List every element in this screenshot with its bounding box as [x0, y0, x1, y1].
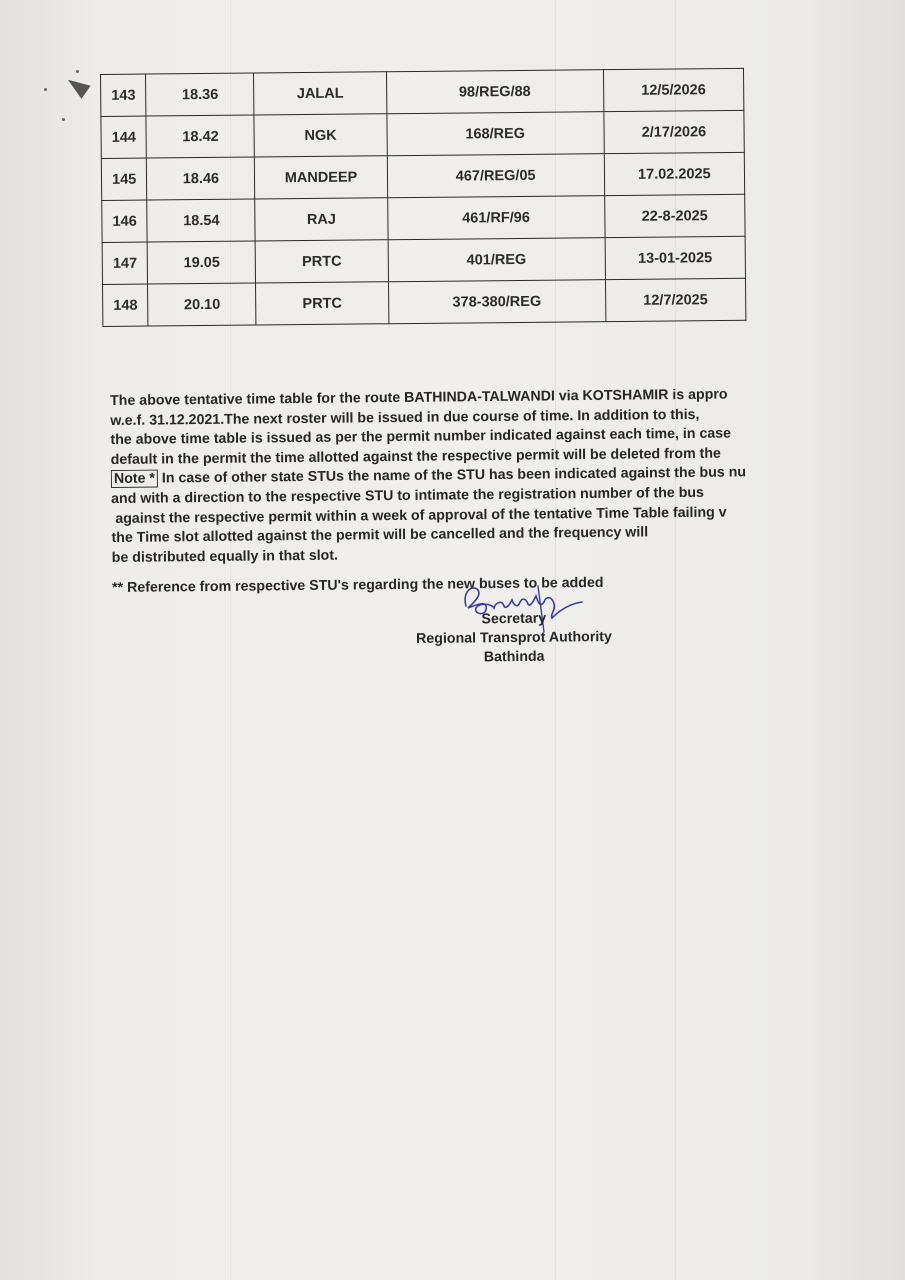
departure-time-cell: 18.36 [146, 73, 254, 116]
notice-paragraph [110, 385, 762, 568]
table-row [102, 194, 745, 242]
notice-line: w.e.f. 31.12.2021.The next roster will be issued in due course of time. In addition to this, [110, 406, 700, 429]
notice-line: the above time table is issued as per the permit number indicated against each time, in case [110, 425, 732, 449]
departure-time-cell: 20.10 [148, 283, 256, 326]
note-line: the Time slot allotted against the permit will be cancelled and the frequency will [111, 524, 649, 547]
operator-cell: JALAL [254, 72, 387, 115]
note-text: In case of other state STUs the name of the STU has been indicated against the bus nu [157, 464, 747, 487]
table-row [103, 278, 746, 326]
timetable-table [100, 68, 746, 327]
notice-line: default in the permit the time allotted against the respective permit will be deleted from the [110, 445, 721, 468]
signatory-block [404, 609, 625, 668]
validity-date-cell: 17.02.2025 [604, 152, 745, 195]
timetable-body [101, 68, 746, 326]
scan-speck [76, 70, 79, 73]
scan-speck [62, 118, 65, 121]
note-line: be distributed equally in that slot. [111, 547, 339, 566]
scan-speck [44, 88, 47, 91]
permit-number-cell: 461/RF/96 [387, 196, 604, 240]
reference-note: ** Reference from respective STU's regarding the new buses to be added [112, 574, 604, 596]
staple-mark [63, 73, 90, 99]
operator-cell: MANDEEP [255, 156, 388, 199]
table-row [101, 110, 744, 158]
note-line: against the respective permit within a week of approval of the tentative Time Table failing v [115, 504, 727, 527]
operator-cell: PRTC [256, 282, 389, 325]
validity-date-cell: 13-01-2025 [605, 236, 746, 279]
signatory-authority: Regional Transprot Authority [416, 628, 612, 648]
serial-number-cell: 148 [103, 284, 149, 326]
validity-date-cell: 22-8-2025 [604, 194, 745, 237]
permit-number-cell: 467/REG/05 [387, 154, 604, 198]
departure-time-cell: 18.42 [146, 115, 254, 158]
permit-number-cell: 98/REG/88 [386, 70, 603, 114]
table-row [101, 152, 744, 200]
operator-cell: NGK [254, 114, 387, 157]
notice-line: The above tentative time table for the route BATHINDA-TALWANDI via KOTSHAMIR is appro [110, 386, 728, 409]
note-label: Note * [111, 470, 158, 488]
serial-number-cell: 147 [102, 242, 148, 284]
departure-time-cell: 18.46 [147, 157, 255, 200]
table-row [101, 68, 744, 116]
permit-number-cell: 168/REG [387, 112, 604, 156]
operator-cell: PRTC [256, 240, 389, 283]
departure-time-cell: 18.54 [147, 199, 255, 242]
permit-number-cell: 378-380/REG [388, 280, 605, 324]
serial-number-cell: 144 [101, 116, 147, 158]
serial-number-cell: 145 [101, 158, 147, 200]
note-line: and with a direction to the respective STU to intimate the registration number of the bus [111, 484, 704, 507]
validity-date-cell: 2/17/2026 [604, 110, 745, 153]
operator-cell: RAJ [255, 198, 388, 241]
permit-number-cell: 401/REG [388, 238, 605, 282]
validity-date-cell: 12/7/2025 [605, 278, 746, 321]
table-row [102, 236, 745, 284]
validity-date-cell: 12/5/2026 [603, 68, 744, 111]
signatory-place: Bathinda [483, 648, 545, 666]
signatory-designation: Secretary [481, 610, 547, 628]
departure-time-cell: 19.05 [148, 241, 256, 284]
serial-number-cell: 146 [102, 200, 148, 242]
serial-number-cell: 143 [101, 74, 147, 116]
